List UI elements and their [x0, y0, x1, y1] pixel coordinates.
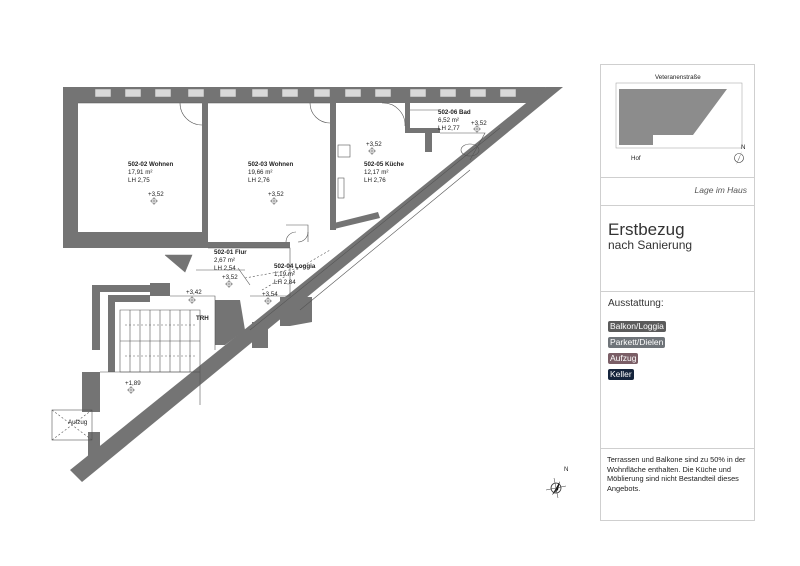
minimap-compass-icon	[735, 144, 746, 165]
compass-north-label: N	[564, 466, 569, 473]
room-label-wohnen-1	[128, 161, 173, 198]
room-level: +3,52	[471, 120, 487, 127]
room-height: LH 2,76	[364, 177, 386, 184]
diagonal-outer-wall	[70, 87, 563, 482]
disclaimer-note: Terrassen und Balkone sind zu 50% in der Wohnfläche enthalten. Die Küche und Möblierung sind nicht Bestandteil dieses Angebots.	[607, 455, 746, 493]
room-height: LH 2,75	[128, 177, 150, 184]
minimap-compass-north: N	[741, 144, 746, 151]
room-area: 2,67 m²	[214, 257, 235, 264]
compass-icon	[546, 466, 568, 498]
feature-badge-keller: Keller	[610, 369, 632, 379]
wall-kitchen-left	[330, 103, 336, 230]
feature-badge-balkon: Balkon/Loggia	[610, 321, 664, 331]
offer-subtitle: nach Sanierung	[608, 238, 693, 252]
wall-bad-bottom	[405, 128, 440, 133]
room-level: +3,52	[222, 274, 238, 281]
room-area: 1,19 m²	[274, 271, 295, 278]
stair-label: TRH	[196, 315, 209, 322]
room-level: +3,52	[366, 141, 382, 148]
room-label-bad	[438, 109, 487, 132]
room-level: +3,52	[268, 191, 284, 198]
aufzug-label: Aufzug	[68, 419, 88, 426]
feature-badge-parkett: Parkett/Dielen	[610, 337, 664, 347]
stair-level-top: +3,42	[186, 289, 202, 296]
stair-level-bottom: +1,89	[125, 380, 141, 387]
room-area: 19,66 m²	[248, 169, 273, 176]
site-courtyard-label: Hof	[631, 155, 641, 162]
west-wall	[63, 87, 78, 248]
site-minimap	[601, 65, 756, 180]
offer-title: Erstbezug	[608, 220, 685, 239]
room-label-flur	[214, 249, 247, 281]
info-panel	[600, 64, 755, 521]
wall-stair-west	[92, 285, 155, 350]
site-caption: Lage im Haus	[694, 185, 747, 195]
room-label-wohnen-2	[248, 161, 293, 198]
divider	[601, 177, 754, 178]
walls	[63, 87, 563, 482]
wall-wohnen-bottom	[63, 232, 208, 248]
wall-stair-core	[108, 295, 150, 372]
features-heading: Ausstattung:	[608, 298, 664, 309]
wall-bad-jog	[425, 133, 432, 152]
divider	[601, 448, 754, 449]
room-name: 502-04 Loggia	[274, 263, 316, 270]
room-height: LH 2,54	[214, 265, 236, 272]
wall-loggia-pier	[252, 322, 268, 348]
room-area: 6,52 m²	[438, 117, 459, 124]
room-height: LH 2,76	[248, 177, 270, 184]
divider	[601, 205, 754, 206]
room-height: LH 2,77	[438, 125, 460, 132]
room-name: 502-06 Bad	[438, 109, 471, 116]
wall-loggia-block	[280, 297, 312, 326]
room-name: 502-05 Küche	[364, 161, 404, 168]
wall-stair-south	[82, 372, 100, 412]
site-street-label: Veteranenstraße	[655, 74, 701, 81]
room-level: +3,52	[148, 191, 164, 198]
room-level: +3,54	[262, 291, 278, 298]
room-name: 502-01 Flur	[214, 249, 247, 256]
room-area: 12,17 m²	[364, 169, 389, 176]
feature-badge-aufzug: Aufzug	[610, 353, 637, 363]
divider	[601, 291, 754, 292]
wall-kitchen-right	[405, 103, 410, 130]
room-name: 502-03 Wohnen	[248, 161, 294, 168]
room-area: 17,91 m²	[128, 169, 153, 176]
wall-wohnen-divider	[202, 103, 208, 248]
room-height: LH 2,84	[274, 279, 296, 286]
room-label-kueche	[364, 141, 404, 184]
room-name: 502-02 Wohnen	[128, 161, 174, 168]
wall-aufzug-right	[88, 432, 100, 460]
wall-wohnen3-bottom	[208, 242, 290, 248]
